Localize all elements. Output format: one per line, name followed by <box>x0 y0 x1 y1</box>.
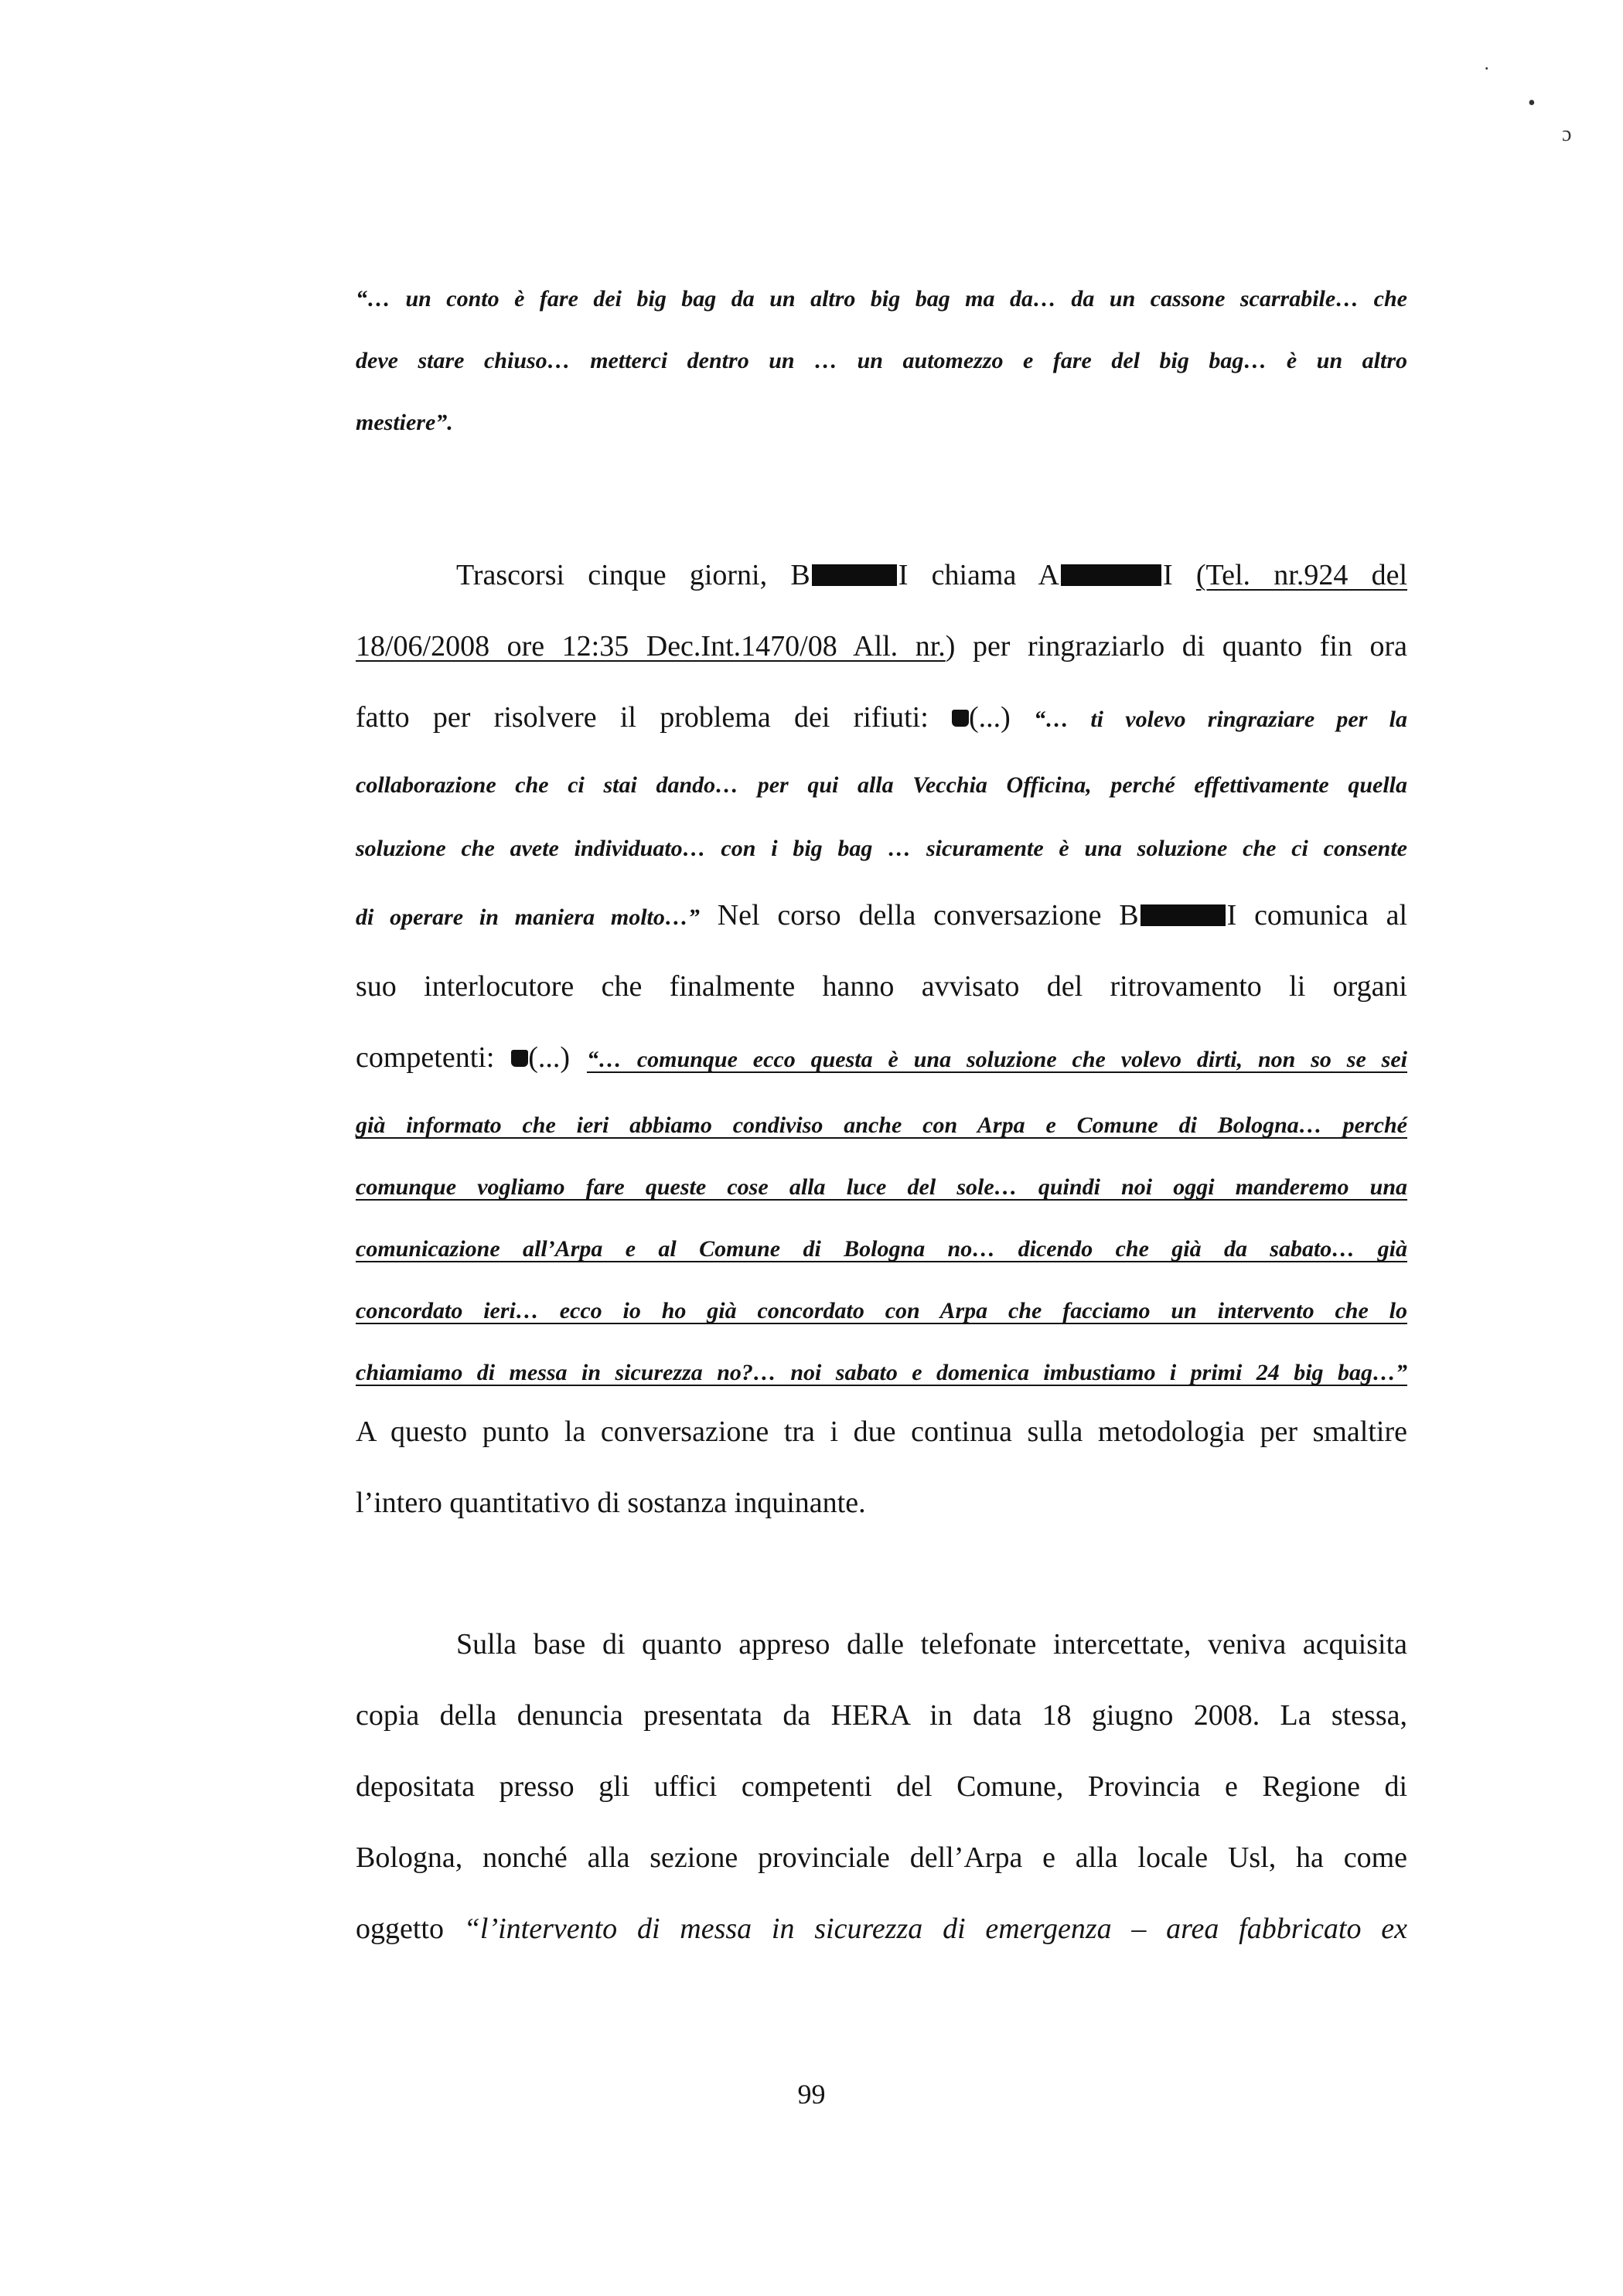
scan-mark: • <box>1528 91 1536 115</box>
text-line: 18/06/2008 ore 12:35 Dec.Int.1470/08 All. nr.) per ringraziarlo di quanto fin ora <box>356 630 1408 663</box>
redaction <box>812 564 897 586</box>
text-line: competenti: (...) “… comunque ecco questa è una soluzione che volevo dirti, non so se sei <box>356 1041 1408 1074</box>
text-line: già informato che ieri abbiamo condiviso anche con Arpa e Comune di Bologna… perché <box>356 1112 1407 1138</box>
text-line: deve stare chiuso… metterci dentro un … un automezzo e fare del big bag… è un altro <box>356 348 1407 373</box>
text-line: Bologna, nonché alla sezione provinciale dell’Arpa e alla locale Usl, ha come <box>356 1841 1407 1874</box>
text-line: copia della denuncia presentata da HERA in data 18 giugno 2008. La stessa, <box>356 1699 1407 1732</box>
redaction <box>1141 904 1226 926</box>
scan-mark: ɔ <box>1562 122 1572 146</box>
text-line: l’intero quantitativo di sostanza inquinante. <box>356 1487 866 1519</box>
telephone-icon <box>952 710 969 727</box>
text-line: comunque vogliamo fare queste cose alla luce del sole… quindi noi oggi manderemo una <box>356 1174 1407 1200</box>
text-line: di operare in maniera molto…” Nel corso della conversazione B I comunica al <box>356 899 1408 932</box>
text-line: “… un conto è fare dei big bag da un altro big bag ma da… da un cassone scarrabile… che <box>356 286 1407 312</box>
text-line: Trascorsi cinque giorni, B I chiama A I (Tel. nr.924 del <box>456 559 1408 591</box>
scan-mark: ˙ <box>1483 63 1491 87</box>
text-line: comunicazione all’Arpa e al Comune di Bologna no… dicendo che già da sabato… già <box>356 1236 1407 1262</box>
telephone-icon <box>511 1050 528 1067</box>
page-number: 99 <box>797 2079 826 2110</box>
text-line: suo interlocutore che finalmente hanno avvisato del ritrovamento li organi <box>356 970 1407 1003</box>
text-line: depositata presso gli uffici competenti del Comune, Provincia e Regione di <box>356 1770 1407 1803</box>
text-line: mestiere”. <box>356 410 453 435</box>
text-line: concordato ieri… ecco io ho già concordato con Arpa che facciamo un intervento che lo <box>356 1298 1407 1323</box>
redaction <box>1061 564 1161 586</box>
text-line: fatto per risolvere il problema dei rifiuti: (...) “… ti volevo ringraziare per la <box>356 701 1407 734</box>
text-line: chiamiamo di messa in sicurezza no?… noi sabato e domenica imbustiamo i primi 24 big bag…” <box>356 1360 1407 1385</box>
text-line: soluzione che avete individuato… con i big bag … sicuramente è una soluzione che ci consente <box>356 836 1407 861</box>
text-line: A questo punto la conversazione tra i due continua sulla metodologia per smaltire <box>356 1415 1407 1448</box>
text-line: Sulla base di quanto appreso dalle telefonate intercettate, veniva acquisita <box>456 1628 1407 1661</box>
text-line: collaborazione che ci stai dando… per qui alla Vecchia Officina, perché effettivamente quella <box>356 772 1407 798</box>
text-line: oggetto “l’intervento di messa in sicurezza di emergenza – area fabbricato ex <box>356 1913 1407 1945</box>
